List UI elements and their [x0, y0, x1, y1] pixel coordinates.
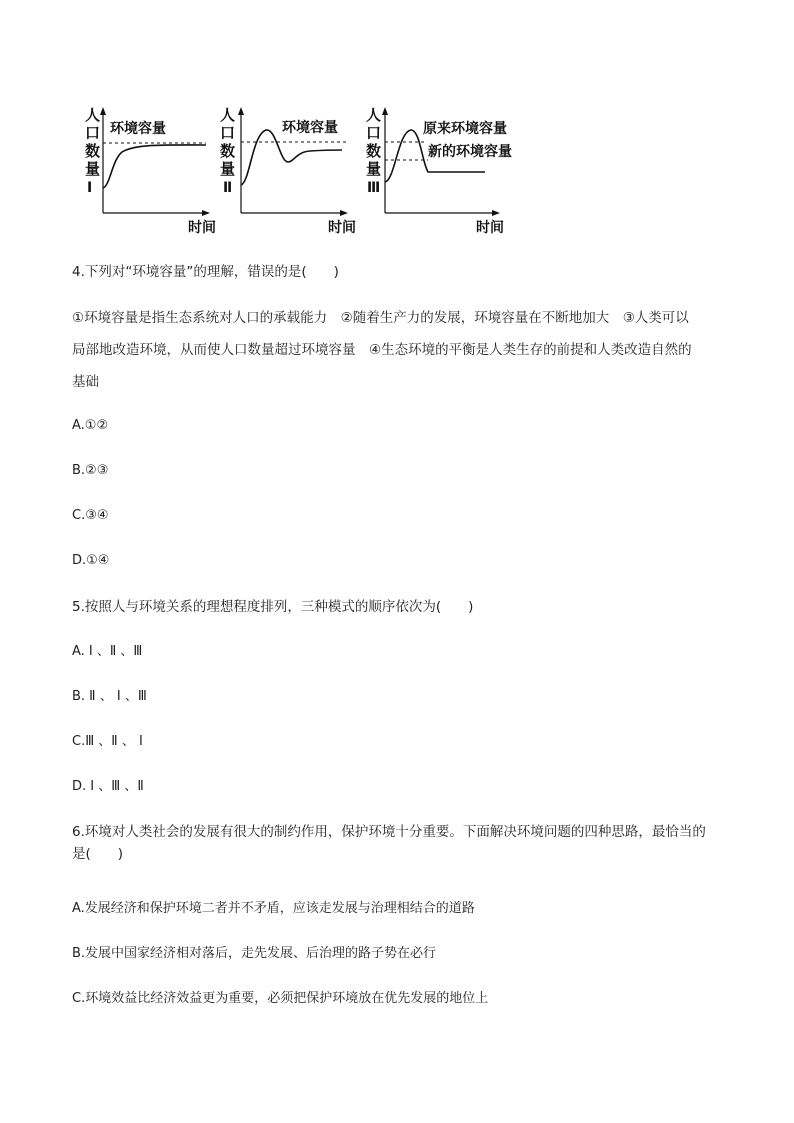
statement-line: 基础 — [72, 374, 99, 390]
chart-3-y-arrow — [382, 107, 388, 115]
question-5-option-c: C.Ⅲ 、Ⅱ 、 Ⅰ — [72, 734, 143, 749]
question-6-option-b: B.发展中国家经济相对落后，走先发展、后治理的路子势在必行 — [72, 946, 437, 961]
chart-3-ylabel-char: 人 — [366, 106, 382, 124]
population-capacity-figure — [70, 100, 530, 240]
chart-1-ylabel-char: 数 — [85, 142, 101, 160]
chart-3-original-capacity-label: 原来环境容量 — [423, 121, 507, 137]
chart-1-x-arrow — [202, 210, 210, 216]
chart-2-x-arrow — [340, 210, 348, 216]
chart-2-ylabel-char: 人 — [220, 106, 236, 124]
statement-line: 局部地改造环境，从而使人口数量超过环境容量 ④生态环境的平衡是人类生存的前提和人类改造自然的 — [72, 342, 692, 358]
question-6-option-c: C.环境效益比经济效益更为重要，必须把保护环境放在优先发展的地位上 — [72, 991, 489, 1006]
chart-2 — [220, 106, 356, 236]
figure-svg — [70, 100, 530, 240]
question-4-option-d: D.①④ — [72, 553, 110, 568]
chart-2-capacity-label: 环境容量 — [282, 120, 338, 136]
question-4-stem: 4.下列对“环境容量”的理解，错误的是( ) — [72, 264, 339, 280]
question-5-stem: 5.按照人与环境关系的理想程度排列，三种模式的顺序依次为( ) — [72, 599, 474, 615]
chart-1-capacity-label: 环境容量 — [110, 121, 166, 137]
chart-1-roman: Ⅰ — [87, 180, 93, 196]
chart-2-ylabel-char: 量 — [220, 160, 236, 178]
chart-2-ylabel-char: 口 — [220, 124, 236, 142]
question-5-option-d: D. Ⅰ 、Ⅲ 、Ⅱ — [72, 779, 144, 794]
chart-1 — [85, 106, 216, 236]
chart-1-ylabel-char: 量 — [85, 160, 101, 178]
chart-3-x-arrow — [492, 210, 500, 216]
question-5-option-b: B. Ⅱ 、 Ⅰ 、Ⅲ — [72, 689, 147, 704]
chart-1-ylabel-char: 口 — [85, 124, 101, 142]
statement-line: ①环境容量是指生态系统对人口的承载能力 ②随着生产力的发展，环境容量在不断地加大 ③人类可以 — [72, 310, 689, 326]
question-5-option-a: A. Ⅰ 、Ⅱ 、Ⅲ — [72, 644, 143, 659]
chart-2-ylabel-char: 数 — [220, 142, 236, 160]
stem-line: 是( ) — [72, 846, 124, 862]
chart-3-roman: Ⅲ — [367, 180, 381, 196]
chart-2-xlabel: 时间 — [328, 220, 356, 236]
chart-1-xlabel: 时间 — [188, 220, 216, 236]
chart-3-ylabel-char: 量 — [366, 160, 382, 178]
question-4-statements — [72, 302, 727, 398]
chart-3-ylabel-char: 数 — [366, 142, 382, 160]
stem-line: 6.环境对人类社会的发展有很大的制约作用，保护环境十分重要。下面解决环境问题的四种思路，最恰当的 — [72, 824, 706, 840]
chart-2-y-arrow — [238, 107, 244, 115]
question-4-option-a: A.①② — [72, 418, 109, 433]
chart-1-population-curve — [103, 145, 206, 188]
question-4-option-b: B.②③ — [72, 463, 109, 478]
question-6-stem — [72, 816, 727, 870]
chart-3 — [366, 106, 512, 236]
chart-2-population-curve — [241, 130, 342, 185]
question-6-option-a: A.发展经济和保护环境二者并不矛盾，应该走发展与治理相结合的道路 — [72, 901, 475, 916]
chart-1-ylabel-char: 人 — [85, 106, 101, 124]
chart-3-ylabel-char: 口 — [366, 124, 382, 142]
chart-1-y-arrow — [100, 107, 106, 115]
chart-3-xlabel: 时间 — [476, 220, 504, 236]
chart-3-new-capacity-label: 新的环境容量 — [428, 144, 512, 160]
chart-2-roman: Ⅱ — [223, 180, 233, 196]
question-4-option-c: C.③④ — [72, 508, 109, 523]
